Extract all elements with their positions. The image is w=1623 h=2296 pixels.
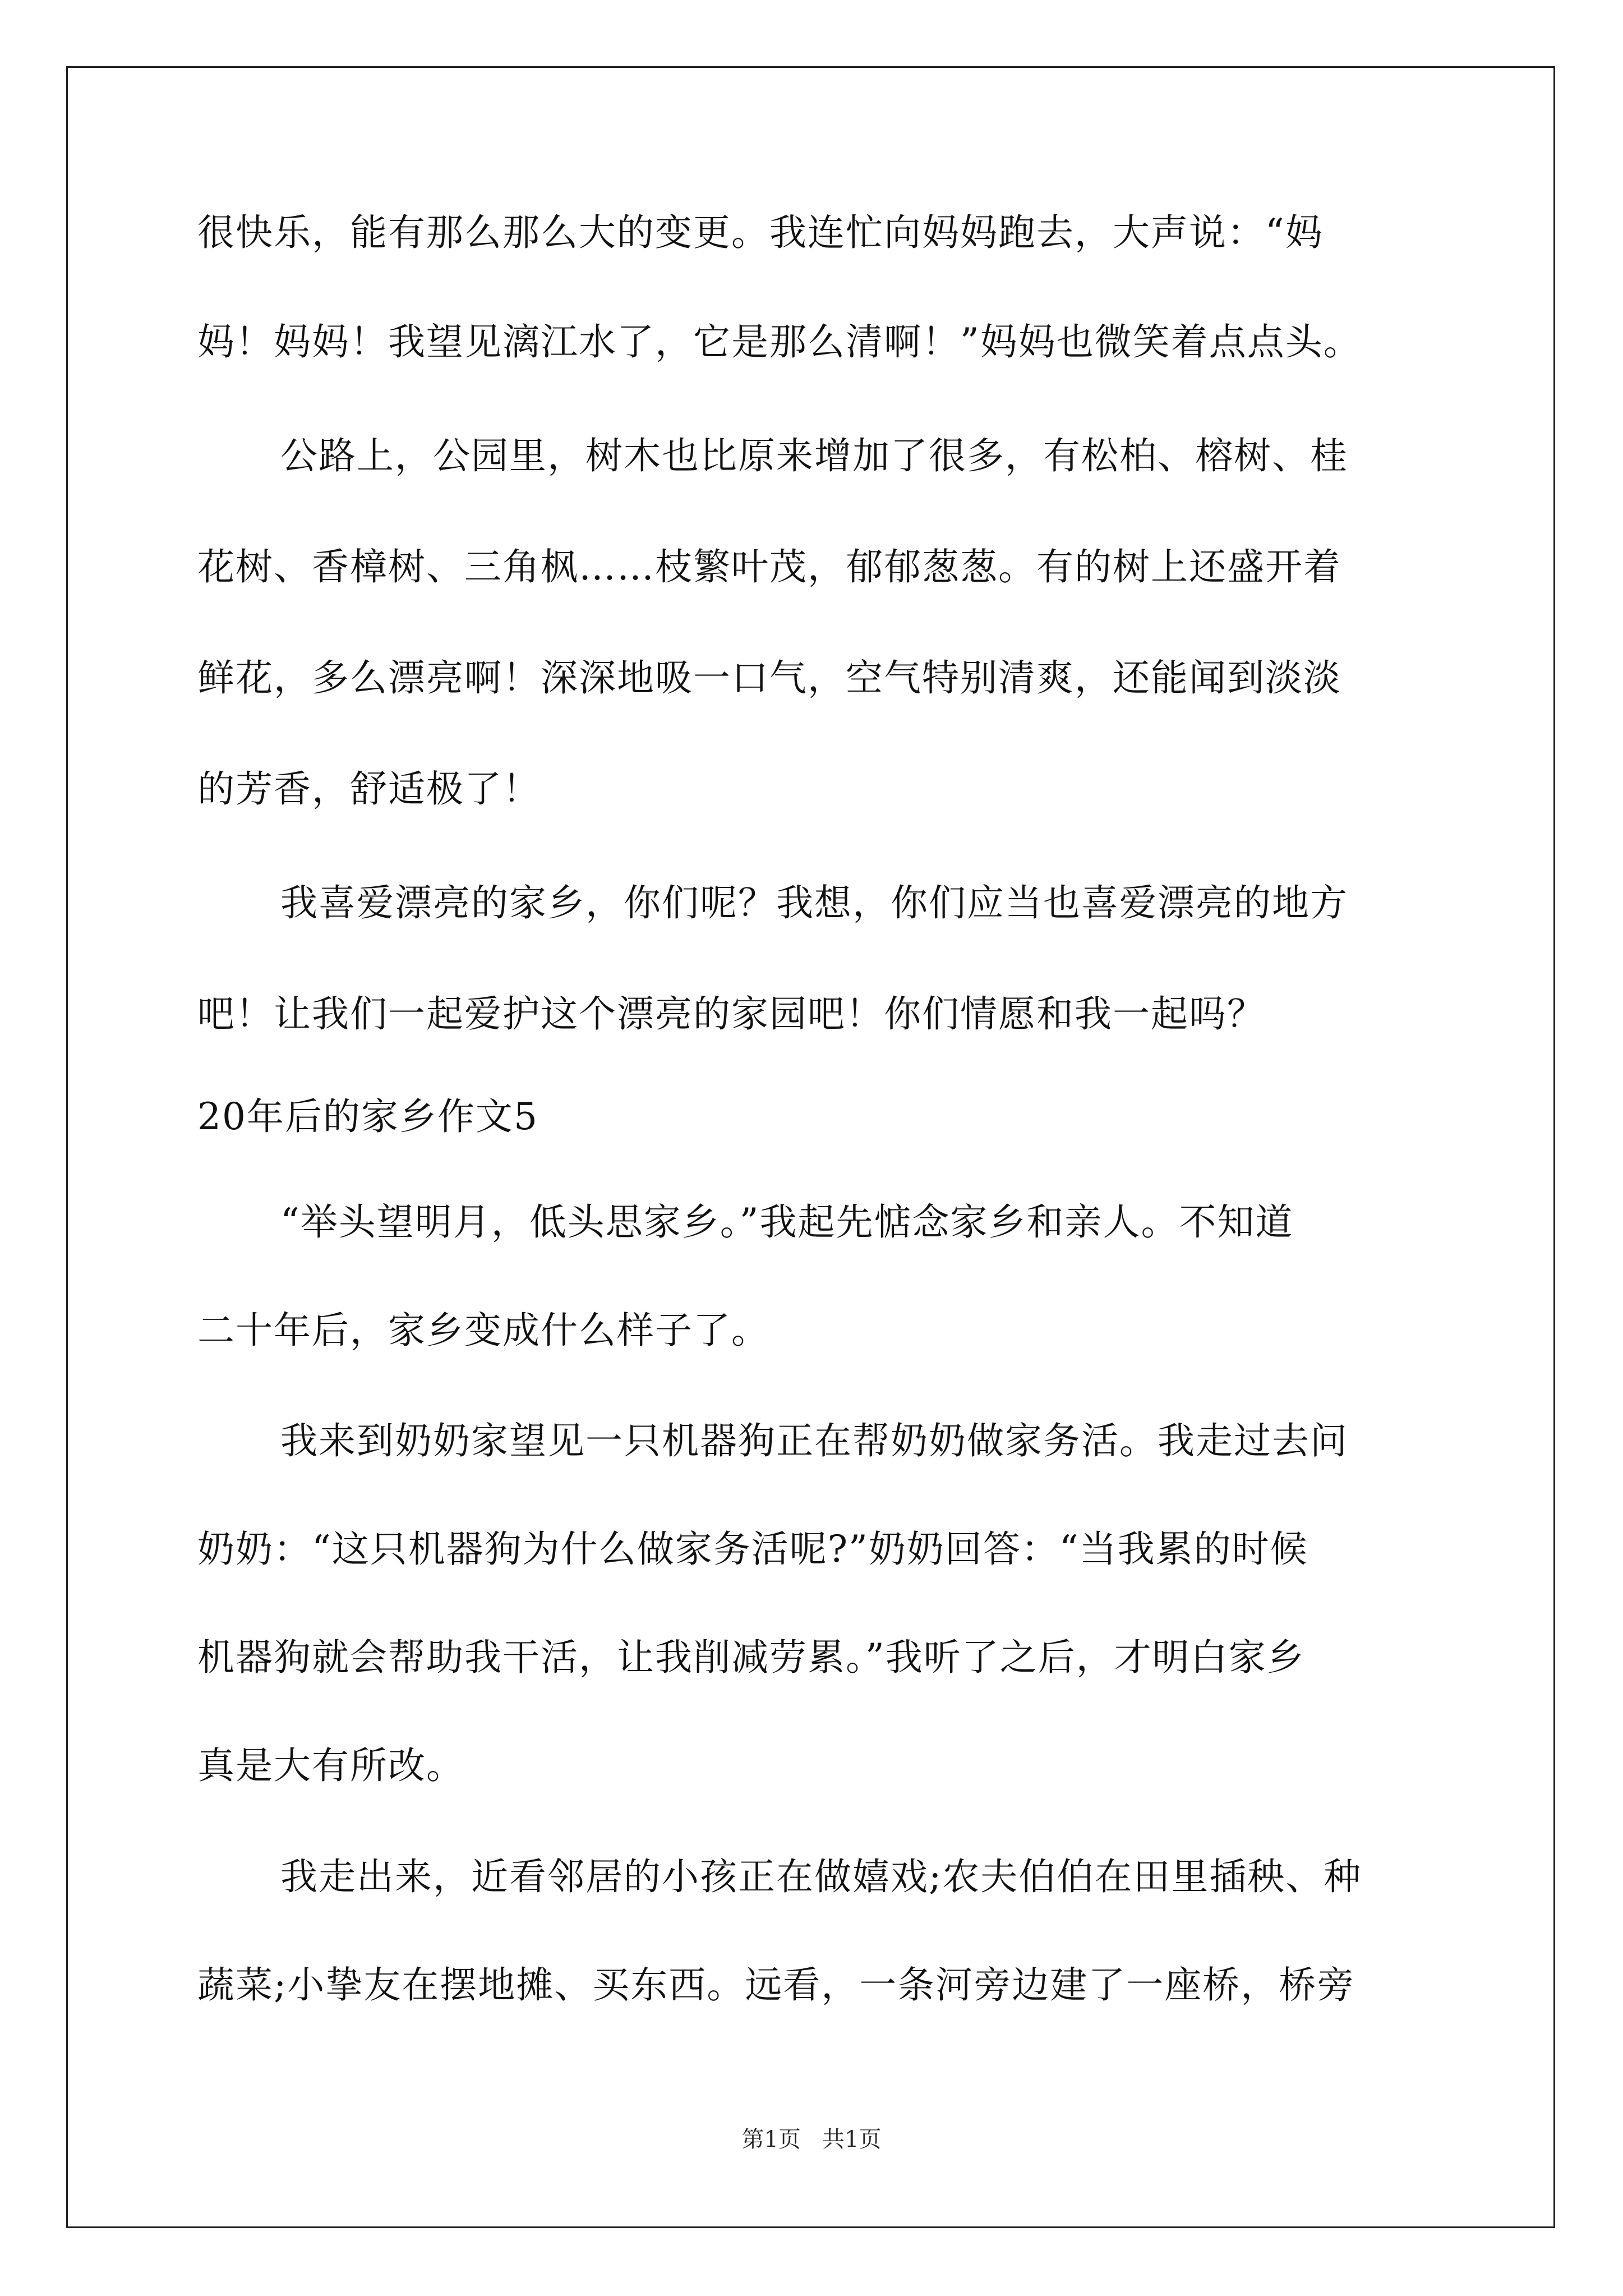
paragraph-start-line: 我喜爱漂亮的家乡，你们呢？我想，你们应当也喜爱漂亮的地方	[280, 881, 1348, 924]
text-line: 机器狗就会帮助我干活，让我削减劳累。”我听了之后，才明白家乡	[197, 1636, 1305, 1679]
text-line: 二十年后，家乡变成什么样子了。	[197, 1309, 769, 1352]
paragraph-start-line: 我来到奶奶家望见一只机器狗正在帮奶奶做家务活。我走过去问	[280, 1419, 1348, 1462]
page-border	[66, 66, 1555, 2228]
text-line: 真是大有所改。	[197, 1744, 464, 1787]
paragraph-start-line: 我走出来，近看邻居的小孩正在做嬉戏;农夫伯伯在田里插秧、种	[280, 1855, 1362, 1898]
text-line: 很快乐，能有那么那么大的变更。我连忙向妈妈跑去，大声说：“妈	[197, 211, 1324, 254]
text-line: 花树、香樟树、三角枫……枝繁叶茂，郁郁葱葱。有的树上还盛开着	[197, 545, 1341, 588]
text-line: 吧！让我们一起爱护这个漂亮的家园吧！你们情愿和我一起吗？	[197, 992, 1265, 1036]
paragraph-start-line: “举头望明月，低头思家乡。”我起先惦念家乡和亲人。不知道	[280, 1200, 1294, 1244]
paragraph-start-line: 公路上，公园里，树木也比原来增加了很多，有松柏、榕树、桂	[280, 434, 1348, 477]
section-heading: 20年后的家乡作文5	[197, 1095, 538, 1138]
text-line: 的芳香，舒适极了！	[197, 767, 541, 811]
text-line: 妈！妈妈！我望见漓江水了，它是那么清啊！”妈妈也微笑着点点头。	[197, 320, 1362, 364]
text-line: 奶奶：“这只机器狗为什么做家务活呢?”奶奶回答：“当我累的时候	[197, 1527, 1308, 1571]
text-line: 蔬菜;小挚友在摆地摊、买东西。远看，一条河旁边建了一座桥，桥旁	[197, 1963, 1355, 2007]
text-line: 鲜花，多么漂亮啊！深深地吸一口气，空气特别清爽，还能闻到淡淡	[197, 656, 1341, 700]
page-number-footer: 第1页 共1页	[741, 2127, 882, 2152]
